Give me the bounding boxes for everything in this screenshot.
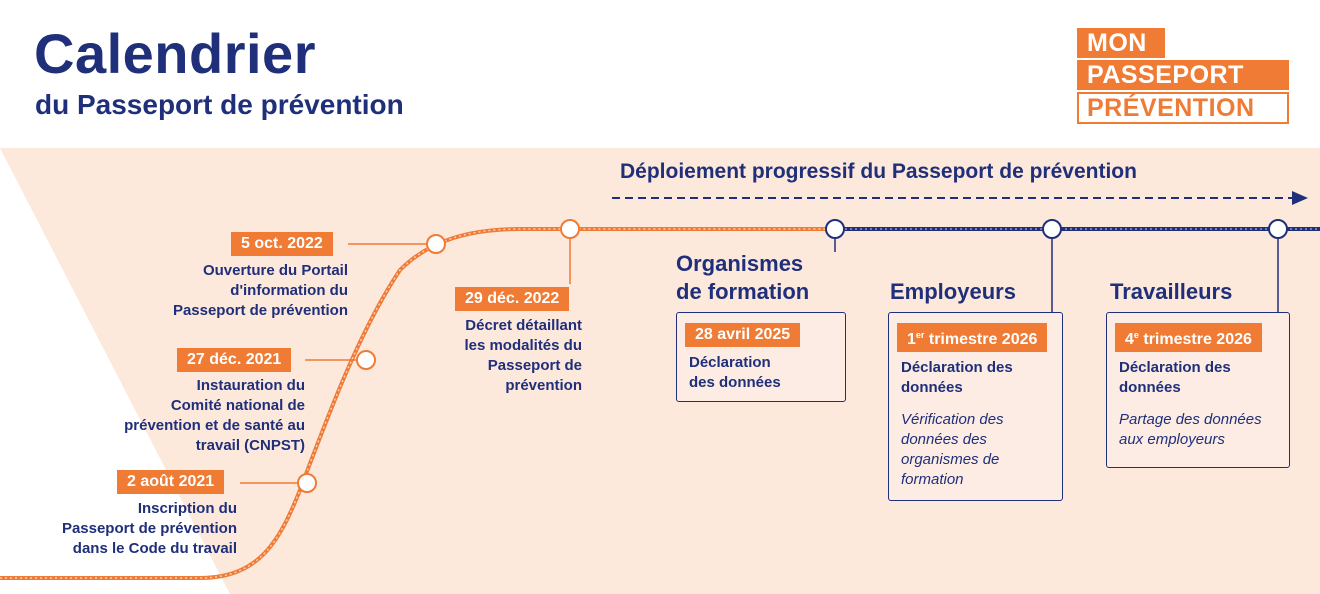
milestone-dot-2022-oct [427,235,445,253]
milestone-desc-line: Comité national de [170,397,305,414]
milestone-desc-line: Inscription du [137,500,237,517]
phase-dot-1 [826,220,844,238]
phase-note [1119,410,1289,450]
phase-text-line: données [901,379,963,396]
page-title: Calendrier [34,22,316,85]
milestone-date: 5 oct. 2022 [231,232,333,256]
phase-text [901,358,1062,398]
phase-text [1119,358,1289,398]
milestone-desc-line: prévention et de santé au [124,417,305,434]
phase-note-line: aux employeurs [1119,431,1225,448]
logo-line-1: MON [1077,28,1165,58]
milestone-desc-line: Passeport de prévention [172,302,348,319]
milestone-desc-line: Instauration du [196,377,305,394]
phase-note-line: Partage des données [1119,411,1262,428]
milestone-dot-2022-dec [561,220,579,238]
phase-heading [1110,278,1232,306]
phase-text-line: Déclaration [689,354,771,371]
phase-text-line: Déclaration des [901,359,1013,376]
milestone-date: 27 déc. 2021 [177,348,291,372]
milestone-description [62,499,237,559]
phase-dot-2 [1043,220,1061,238]
phase-heading-line: Travailleurs [1110,279,1233,304]
phase-text-line: Déclaration des [1119,359,1231,376]
milestone-description [124,376,305,456]
phase-date-number: 1 [907,331,916,348]
phase-date-rest: trimestre 2026 [1138,331,1252,348]
phase-note-line: Vérification des [901,411,1004,428]
phase-text [689,353,845,393]
phase-date [1115,323,1262,352]
phase-note-line: formation [901,471,964,488]
logo-line-2: PASSEPORT [1077,60,1289,90]
phase-card [1106,312,1290,468]
phase-dot-3 [1269,220,1287,238]
milestone-desc-line: Ouverture du Portail [202,262,348,279]
milestone-desc-line: Passeport de [487,357,582,374]
phase-note [901,410,1062,490]
phase-heading-line: de formation [676,279,810,304]
phase-heading-line: Employeurs [890,279,1016,304]
phase-text-line: données [1119,379,1181,396]
milestone-desc-line: Décret détaillant [465,317,582,334]
phase-note-line: données des [901,431,987,448]
phase-heading [676,250,809,306]
milestone-description [173,261,348,321]
logo-line-3: PRÉVENTION [1077,92,1289,124]
phase-note-line: organismes de [901,451,1000,468]
phase-date-ordinal: e [1133,330,1139,340]
page-subtitle: du Passeport de prévention [35,89,404,120]
milestone-desc-line: les modalités du [464,337,582,354]
phase-card [888,312,1063,501]
milestone-date: 29 déc. 2022 [455,287,569,311]
phase-date-ordinal: er [915,330,925,340]
milestone-desc-line: prévention [505,377,582,394]
logo [1077,28,1291,124]
phase-heading-line: Organismes [676,251,804,276]
milestone-desc-line: Passeport de prévention [61,520,237,537]
milestone-desc-line: dans le Code du travail [72,540,237,557]
milestone-dot-2021-aout [298,474,316,492]
milestone-desc-line: travail (CNPST) [195,437,305,454]
phase-date [897,323,1047,352]
milestone-dot-2021-dec [357,351,375,369]
milestone-date: 2 août 2021 [117,470,224,494]
milestone-description [464,316,582,396]
phase-date: 28 avril 2025 [685,323,800,347]
phase-text-line: des données [689,374,781,391]
phase-card [676,312,846,402]
phase-date-number: 4 [1125,331,1134,348]
phase-date-rest: trimestre 2026 [924,331,1038,348]
deployment-label: Déploiement progressif du Passeport de prévention [620,160,1137,183]
milestone-desc-line: d'information du [230,282,348,299]
phase-heading [890,278,1016,306]
